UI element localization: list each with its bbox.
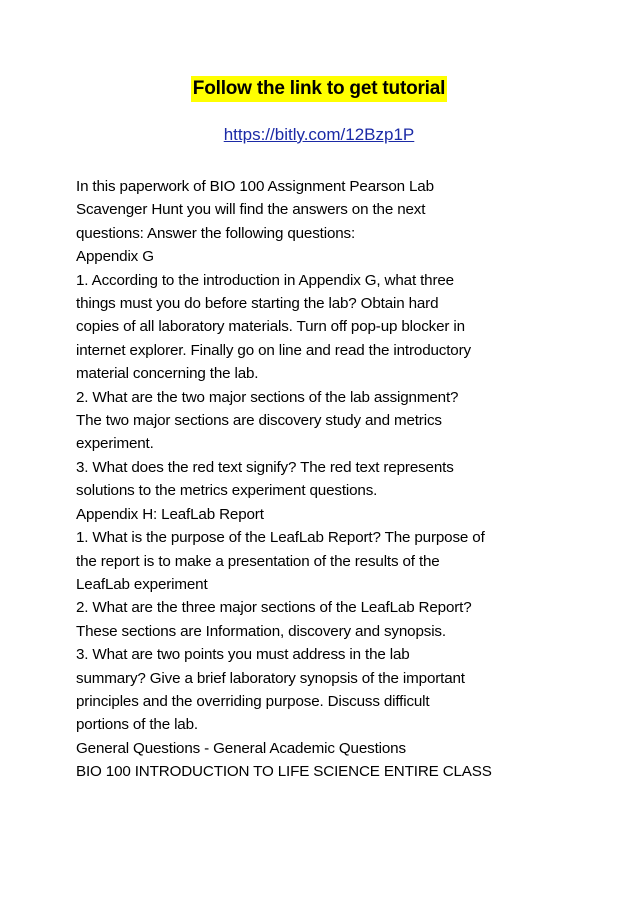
page-heading: Follow the link to get tutorial [191, 76, 447, 102]
body-line: summary? Give a brief laboratory synopsis of the important [76, 669, 465, 687]
body-line: solutions to the metrics experiment questions. [76, 482, 378, 500]
body-line: material concerning the lab. [76, 365, 259, 383]
body-line: General Questions - General Academic Questions [76, 739, 406, 757]
body-line: 3. What does the red text signify? The red text represents [76, 458, 454, 476]
body-line: portions of the lab. [76, 716, 198, 734]
tutorial-link[interactable]: https://bitly.com/12Bzp1P [223, 125, 415, 144]
body-line: principles and the overriding purpose. Discuss difficult [76, 692, 430, 710]
document-body [76, 175, 571, 784]
body-line: things must you do before starting the lab? Obtain hard [76, 295, 439, 313]
body-line: Appendix H: LeafLab Report [76, 505, 264, 523]
body-line: 2. What are the three major sections of the LeafLab Report? [76, 599, 472, 617]
body-line: copies of all laboratory materials. Turn off pop-up blocker in [76, 318, 465, 336]
body-line: LeafLab experiment [76, 575, 208, 593]
body-line: Appendix G [76, 248, 154, 266]
link-container [0, 123, 638, 147]
body-line: internet explorer. Finally go on line and read the introductory [76, 341, 471, 359]
body-line: These sections are Information, discovery and synopsis. [76, 622, 446, 640]
body-line: In this paperwork of BIO 100 Assignment Pearson Lab [76, 178, 434, 195]
body-line: The two major sections are discovery study and metrics [76, 412, 442, 430]
body-line: the report is to make a presentation of the results of the [76, 552, 440, 570]
body-line: experiment. [76, 435, 154, 453]
body-line: Scavenger Hunt you will find the answers on the next [76, 201, 426, 219]
body-line: 2. What are the two major sections of the lab assignment? [76, 388, 459, 406]
body-line: 1. According to the introduction in Appendix G, what three [76, 271, 454, 289]
body-line: questions: Answer the following questions: [76, 224, 356, 242]
body-line: 3. What are two points you must address in the lab [76, 646, 410, 664]
heading-container [0, 76, 638, 102]
body-line: 1. What is the purpose of the LeafLab Report? The purpose of [76, 529, 485, 547]
body-line: BIO 100 INTRODUCTION TO LIFE SCIENCE ENTIRE CLASS [76, 763, 492, 781]
